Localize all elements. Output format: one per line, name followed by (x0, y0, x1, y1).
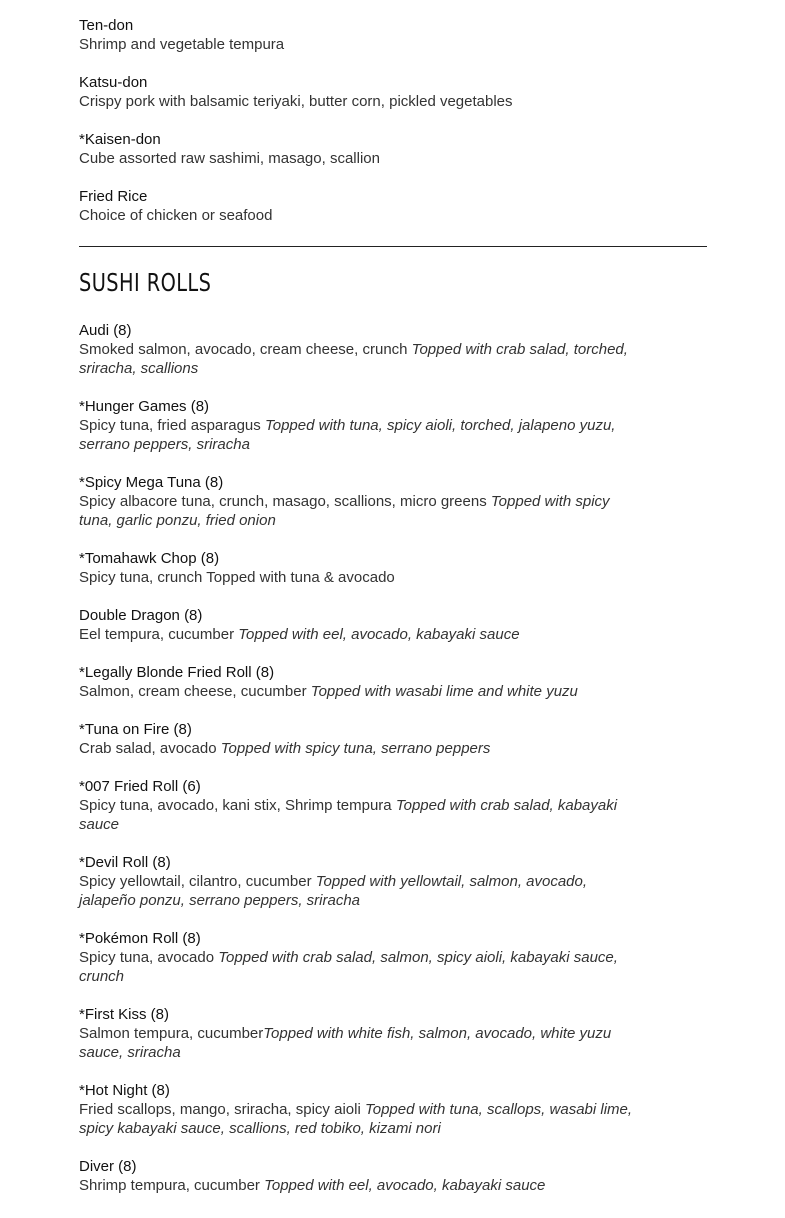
menu-item (79, 1005, 707, 1062)
item-name: *Devil Roll (8) (79, 854, 171, 871)
item-ingredients: Fried scallops, mango, sriracha, spicy aioli (79, 1101, 365, 1118)
menu-item (79, 777, 707, 834)
menu-item (79, 606, 707, 644)
item-description (79, 149, 639, 168)
item-name: *Tomahawk Chop (8) (79, 550, 220, 567)
menu-item (79, 853, 707, 910)
item-description (79, 206, 639, 225)
item-description (79, 35, 639, 54)
item-description (79, 1024, 639, 1062)
section-title: SUSHI ROLLS (79, 268, 212, 297)
item-description (79, 1100, 639, 1138)
sushi-roll-list (79, 321, 707, 1195)
item-description (79, 416, 639, 454)
menu-item (79, 187, 707, 225)
item-name: *007 Fried Roll (6) (79, 778, 201, 795)
item-topping: Topped with crab salad, salmon, spicy aioli, kabayaki sauce, crunch (79, 949, 618, 985)
item-ingredients: Spicy yellowtail, cilantro, cucumber (79, 873, 316, 890)
item-name: *Spicy Mega Tuna (8) (79, 474, 224, 491)
item-name: Diver (8) (79, 1158, 137, 1175)
item-ingredients: Spicy tuna, avocado, kani stix, Shrimp tempura (79, 797, 396, 814)
item-name: Katsu-don (79, 74, 148, 91)
item-description (79, 92, 639, 111)
item-ingredients: Salmon, cream cheese, cucumber (79, 683, 311, 700)
item-description (79, 948, 639, 986)
item-topping: Topped with crab salad, kabayaki sauce (79, 797, 618, 833)
item-topping: Topped with tuna, spicy aioli, torched, jalapeno yuzu, serrano peppers, sriracha (79, 417, 616, 453)
item-description (79, 1176, 639, 1195)
menu-item (79, 663, 707, 701)
item-ingredients: Spicy tuna, crunch Topped with tuna & avocado (79, 569, 395, 586)
item-name: *Pokémon Roll (8) (79, 930, 201, 947)
item-description (79, 796, 639, 834)
item-description (79, 739, 639, 758)
item-topping: Topped with yellowtail, salmon, avocado, jalapeño ponzu, serrano peppers, sriracha (79, 873, 588, 909)
item-ingredients: Cube assorted raw sashimi, masago, scallion (79, 150, 380, 167)
item-topping: Topped with wasabi lime and white yuzu (310, 683, 578, 700)
item-description (79, 872, 639, 910)
menu-content (79, 16, 707, 1214)
item-name: Double Dragon (8) (79, 607, 203, 624)
item-ingredients: Spicy albacore tuna, crunch, masago, scallions, micro greens (79, 493, 491, 510)
donburi-list (79, 16, 707, 225)
item-ingredients: Choice of chicken or seafood (79, 207, 273, 224)
item-ingredients: Crab salad, avocado (79, 740, 221, 757)
item-topping: Topped with spicy tuna, garlic ponzu, fried onion (79, 493, 610, 529)
menu-item (79, 16, 707, 54)
item-ingredients: Smoked salmon, avocado, cream cheese, crunch (79, 341, 412, 358)
menu-item (79, 720, 707, 758)
item-name: *First Kiss (8) (79, 1006, 169, 1023)
menu-item (79, 1081, 707, 1138)
item-topping: Topped with eel, avocado, kabayaki sauce (264, 1177, 546, 1194)
item-ingredients: Spicy tuna, avocado (79, 949, 219, 966)
item-topping: Topped with spicy tuna, serrano peppers (220, 740, 491, 757)
menu-item (79, 73, 707, 111)
item-name: Ten-don (79, 17, 134, 34)
menu-item (79, 321, 707, 378)
menu-item (79, 397, 707, 454)
menu-item (79, 473, 707, 530)
item-ingredients: Salmon tempura, cucumber (79, 1025, 264, 1042)
menu-item (79, 549, 707, 587)
item-topping: Topped with white fish, salmon, avocado, white yuzu sauce, sriracha (79, 1025, 612, 1061)
item-name: *Kaisen-don (79, 131, 161, 148)
item-topping: Topped with eel, avocado, kabayaki sauce (238, 626, 520, 643)
item-topping: Topped with tuna, scallops, wasabi lime, spicy kabayaki sauce, scallions, red tobiko, kizami nori (79, 1101, 633, 1137)
item-description (79, 625, 639, 644)
item-name: *Hot Night (8) (79, 1082, 170, 1099)
item-name: *Tuna on Fire (8) (79, 721, 192, 738)
item-name: Fried Rice (79, 188, 148, 205)
item-ingredients: Shrimp tempura, cucumber (79, 1177, 265, 1194)
menu-item (79, 130, 707, 168)
menu-item (79, 929, 707, 986)
item-description (79, 340, 639, 378)
item-description (79, 568, 639, 587)
item-ingredients: Shrimp and vegetable tempura (79, 36, 285, 53)
item-topping: Topped with crab salad, torched, sriracha, scallions (79, 341, 628, 377)
menu-item (79, 1157, 707, 1195)
item-description (79, 492, 639, 530)
item-ingredients: Spicy tuna, fried asparagus (79, 417, 265, 434)
item-ingredients: Crispy pork with balsamic teriyaki, butter corn, pickled vegetables (79, 93, 513, 110)
item-name: Audi (8) (79, 322, 132, 339)
item-name: *Legally Blonde Fried Roll (8) (79, 664, 275, 681)
item-ingredients: Eel tempura, cucumber (79, 626, 239, 643)
section-divider (79, 246, 707, 247)
item-name: *Hunger Games (8) (79, 398, 210, 415)
item-description (79, 682, 639, 701)
